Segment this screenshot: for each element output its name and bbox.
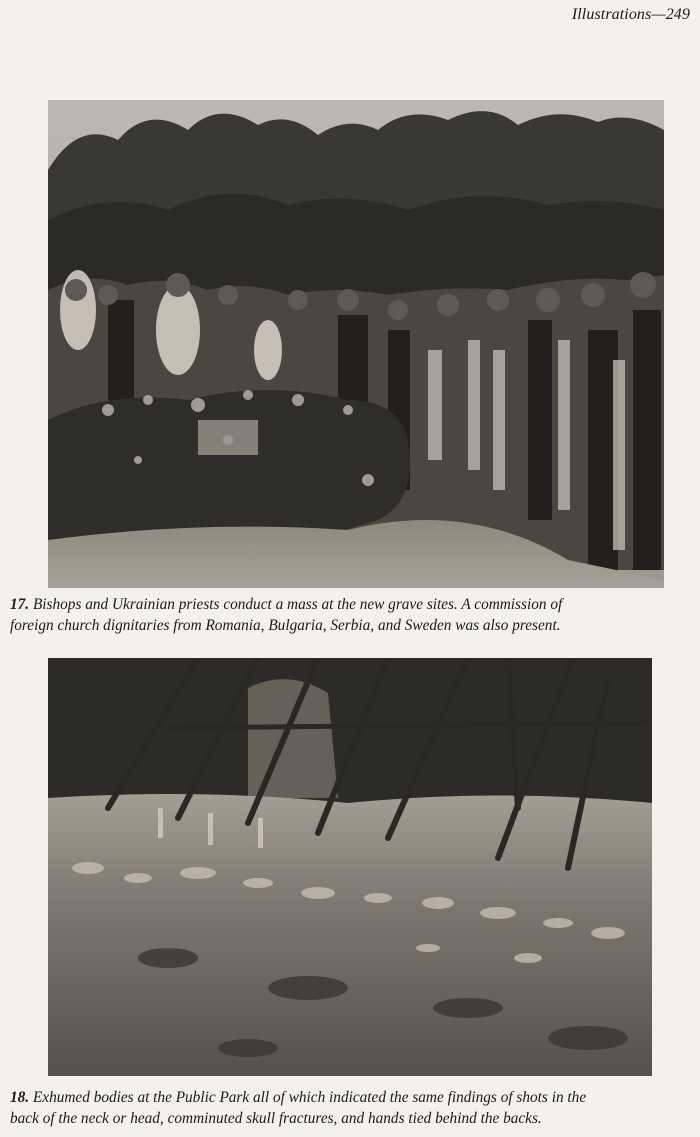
caption-figure-18: [10, 1087, 694, 1129]
running-head: Illustrations—249: [571, 6, 690, 23]
photo-figure-17-image: [48, 100, 664, 588]
figure-18-number: 18.: [10, 1089, 30, 1106]
photo-figure-18-image: [48, 658, 652, 1076]
photo-figure-17: [48, 100, 664, 588]
caption-18-text-1: Exhumed bodies at the Public Park all of which indicated the same findings of shots in the: [32, 1089, 587, 1106]
caption-17-text-2: foreign church dignitaries from Romania, Bulgaria, Serbia, and Sweden was also present.: [10, 617, 561, 634]
caption-18-line-1: [10, 1087, 694, 1108]
photo-figure-18: [48, 658, 652, 1076]
caption-17-text-1: Bishops and Ukrainian priests conduct a mass at the new grave sites. A commission of: [32, 596, 563, 613]
caption-17-line-1: [10, 594, 694, 615]
caption-figure-17: [10, 594, 694, 636]
caption-18-text-2: back of the neck or head, comminuted skull fractures, and hands tied behind the backs.: [10, 1110, 542, 1127]
figure-17-number: 17.: [10, 596, 30, 613]
